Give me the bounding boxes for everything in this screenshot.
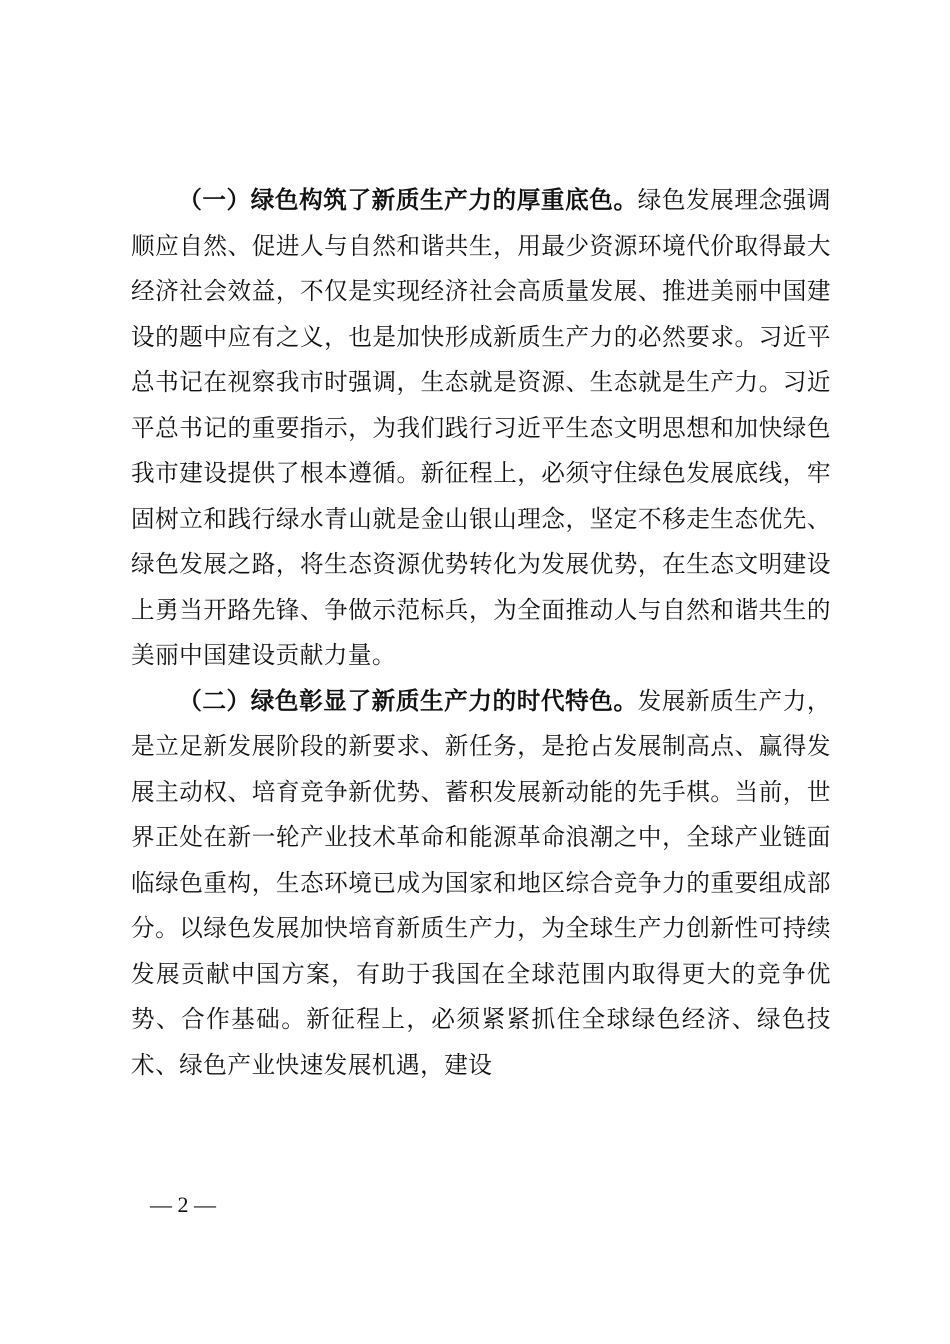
paragraph-1-body: 绿色发展理念强调顺应自然、促进人与自然和谐共生，用最少资源环境代价取得最大经济社会效益，不仅是实现经济社会高质量发展、推进美丽中国建设的题中应有之义，也是加快形成新质生产力的必然要求。习近平总书记在视察我市时强调，生态就是资源、生态就是生产力。习近平总书记的重要指示，为我们践行习近平生态文明思想和加快绿色我市建设提供了根本遵循。新征程上，必须守住绿色发展底线，牢固树立和践行绿水青山就是金山银山理念，坚定不移走生态优先、绿色发展之路，将生态资源优势转化为发展优势，在生态文明建设上勇当开路先锋、争做示范标兵，为全面推动人与自然和谐共生的美丽中国建设贡献力量。	[131, 186, 832, 669]
paragraph-1-heading: （一）绿色构筑了新质生产力的厚重底色。	[178, 186, 638, 214]
paragraph-2-body: 发展新质生产力，是立足新发展阶段的新要求、新任务，是抢占发展制高点、赢得发展主动权、培育竞争新优势、蓄积发展新动能的先手棋。当前，世界正处在新一轮产业技术革命和能源革命浪潮之中，全球产业链面临绿色重构，生态环境已成为国家和地区综合竞争力的重要组成部分。以绿色发展加快培育新质生产力，为全球生产力创新性可持续发展贡献中国方案，有助于我国在全球范围内取得更大的竞争优势、合作基础。新征程上，必须紧紧抓住全球绿色经济、绿色技术、绿色产业快速发展机遇，建设	[131, 686, 832, 1079]
paragraph-2	[131, 679, 831, 1089]
document-body	[131, 178, 831, 1088]
paragraph-2-heading: （二）绿色彰显了新质生产力的时代特色。	[178, 686, 638, 715]
page-number: — 2 —	[150, 1192, 216, 1217]
paragraph-1	[131, 178, 831, 679]
